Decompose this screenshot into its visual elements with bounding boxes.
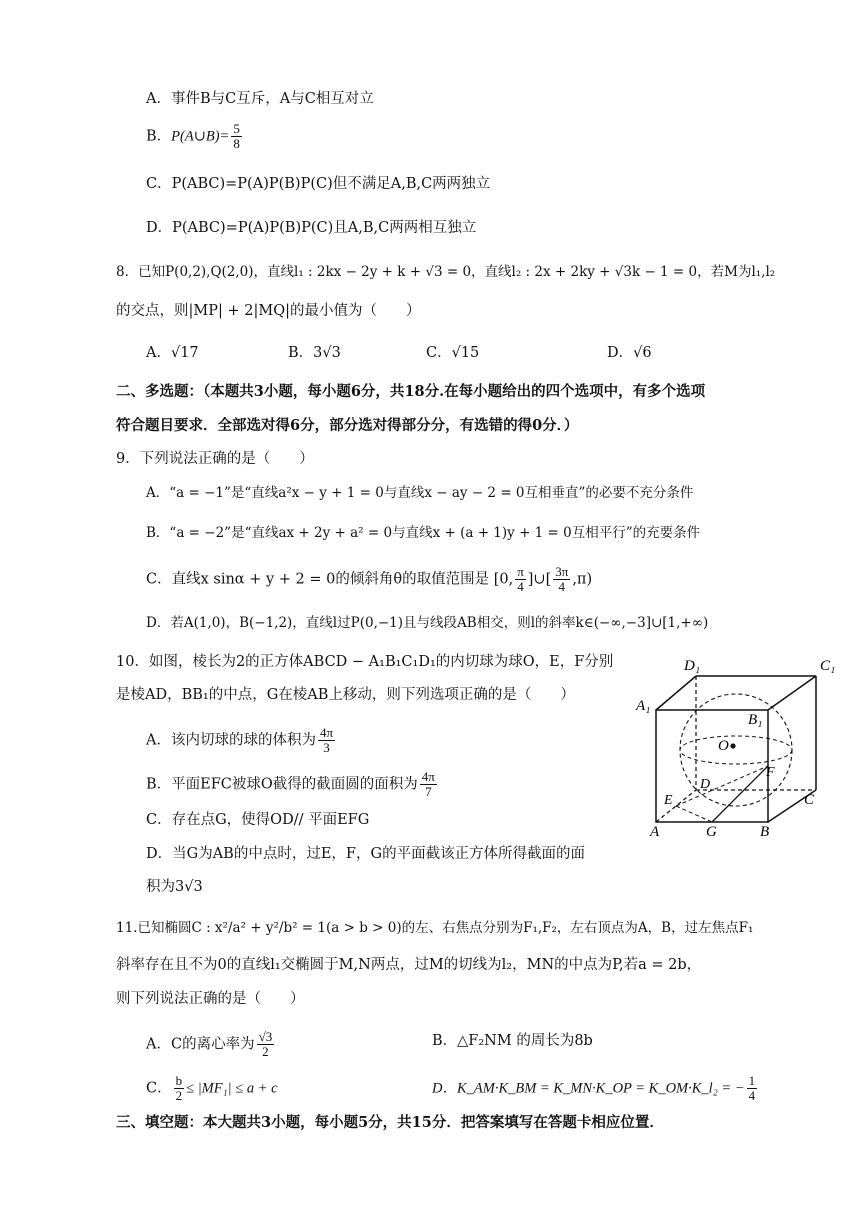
q11-stem-line1: 11.已知椭圆C : x²/a² + y²/b² = 1(a > b > 0)的左、右焦点分别为F₁,F₂，左右顶点为A，B，过左焦点F₁ xyxy=(116,920,754,936)
q10-option-a-fraction xyxy=(318,726,335,755)
q7-option-b-fraction xyxy=(231,122,242,151)
fraction-numerator: b xyxy=(175,1073,183,1088)
q11-option-a-fraction xyxy=(257,1030,275,1059)
q9-range1-fraction xyxy=(515,565,526,594)
section2-heading-line1: 二、多选题：（本题共3小题，每小题6分，共18分.在每小题给出的四个选项中，有多个选项 xyxy=(116,383,706,400)
fraction-numerator: π xyxy=(517,564,524,579)
q8-option-d: D．√6 xyxy=(607,345,652,361)
label-o: O xyxy=(718,738,729,754)
label-a1: A₁ xyxy=(636,698,651,714)
fraction-numerator: 4π xyxy=(421,769,435,784)
edge-b1c1 xyxy=(768,676,816,710)
q9-option-b: B．“a = −2”是“直线ax + 2y + a² = 0与直线x + (a + 1)y + 1 = 0互相平行”的充要条件 xyxy=(146,525,701,541)
fraction-denominator: 4 xyxy=(517,579,524,594)
fraction-numerator: 4π xyxy=(319,725,334,740)
sphere-equator xyxy=(680,736,792,764)
label-f: F xyxy=(766,765,775,780)
q7-option-b-expr: P(A∪B)= xyxy=(171,128,230,145)
q10-option-a xyxy=(146,726,337,755)
fraction-numerator: 3π xyxy=(555,564,569,579)
q10-option-b xyxy=(146,770,439,799)
q11-option-c-prefix: C． xyxy=(146,1080,172,1097)
inscribed-sphere xyxy=(680,694,792,806)
label-d: D xyxy=(700,777,711,792)
q10-option-b-prefix: B．平面EFC被球O截得的截面圆的面积为 xyxy=(146,776,418,793)
q7-option-b xyxy=(146,122,244,151)
label-b1: B₁ xyxy=(748,712,763,728)
q10-option-a-prefix: A．该内切球的球的体积为 xyxy=(146,732,316,749)
q9-option-a: A．“a = −1”是“直线a²x − y + 1 = 0与直线x − ay − 2 = 0互相垂直”的必要不充分条件 xyxy=(146,485,694,501)
q11-option-d xyxy=(432,1074,759,1103)
label-c: C xyxy=(804,792,815,808)
q11-option-d-prefix: D．K_AM·K_BM = K_MN·K_OP = K_OM·K_l₂ = − xyxy=(432,1080,745,1097)
section2-heading-line2: 符合题目要求．全部选对得6分，部分选对得部分分，有选错的得0分．） xyxy=(116,417,579,434)
cube-figure xyxy=(632,650,836,840)
label-g: G xyxy=(706,824,717,840)
q10-option-b-fraction xyxy=(420,770,437,799)
q10-option-d-line1: D．当G为AB的中点时，过E，F，G的平面截该正方体所得截面的面 xyxy=(146,846,586,862)
q9-option-c xyxy=(146,565,592,594)
fraction-denominator: 4 xyxy=(748,1088,756,1103)
q9-range2-close: ,π) xyxy=(572,571,593,588)
fraction-numerator: √3 xyxy=(258,1029,273,1044)
q8-option-c: C．√15 xyxy=(426,345,480,361)
q11-stem-line2: 斜率存在且不为0的直线l₁交椭圆于M,N两点，过M的切线为l₂，MN的中点为P,若a = 2b， xyxy=(116,957,702,973)
q11-option-c xyxy=(146,1074,278,1103)
fraction-denominator: 2 xyxy=(175,1088,183,1103)
label-d1: D₁ xyxy=(684,658,701,674)
q8-option-b: B．3√3 xyxy=(288,345,341,361)
label-b: B xyxy=(760,824,770,840)
fraction-denominator: 3 xyxy=(323,740,330,755)
q7-option-d: D．P(ABC)=P(A)P(B)P(C)且A,B,C两两相互独立 xyxy=(146,220,477,236)
label-e: E xyxy=(664,793,673,808)
fraction-denominator: 8 xyxy=(233,136,240,151)
line-ef xyxy=(676,766,768,806)
q7-option-a: A．事件B与C互斥，A与C相互对立 xyxy=(146,91,374,107)
q9-stem: 9．下列说法正确的是（ ） xyxy=(116,451,314,467)
q8-option-a: A．√17 xyxy=(146,345,199,361)
q11-option-b: B．△F₂NM 的周长为8b xyxy=(432,1033,593,1049)
q8-stem-line1: 8．已知P(0,2),Q(2,0)，直线l₁ : 2kx − 2y + k + √3 = 0，直线l₂ : 2x + 2ky + √3k − 1 = 0，若M为l₁,l₂ xyxy=(116,264,776,280)
q10-stem-line2: 是棱AD，BB₁的中点，G在棱AB上移动，则下列选项正确的是（ ） xyxy=(116,687,575,703)
q9-option-d: D．若A(1,0)，B(−1,2)，直线l过P(0,−1)且与线段AB相交，则l的斜率k∈(−∞,−3]∪[1,+∞) xyxy=(146,615,709,631)
fraction-denominator: 2 xyxy=(262,1044,269,1059)
edge-a1d1 xyxy=(656,676,696,710)
fraction-denominator: 7 xyxy=(425,784,432,799)
q7-option-b-prefix: B． xyxy=(146,128,172,145)
q9-option-c-text: C．直线x sinα + y + 2 = 0的倾斜角θ的取值范围是 xyxy=(146,571,490,588)
fraction-numerator: 5 xyxy=(233,121,240,136)
q11-option-a xyxy=(146,1030,276,1059)
q9-union: ]∪[ xyxy=(527,571,552,588)
q10-option-c: C．存在点G，使得OD// 平面EFG xyxy=(146,812,370,828)
q11-option-a-prefix: A．C的离心率为 xyxy=(146,1036,255,1053)
q11-stem-line3: 则下列说法正确的是（ ） xyxy=(116,991,305,1007)
q9-range2-fraction xyxy=(553,565,570,594)
q11-option-d-fraction xyxy=(747,1074,758,1103)
label-c1: C₁ xyxy=(820,658,836,674)
q10-option-d-line2: 积为3√3 xyxy=(146,879,203,895)
section3-heading: 三、填空题：本大题共3小题，每小题5分，共15分．把答案填写在答题卡相应位置． xyxy=(116,1114,664,1131)
label-a: A xyxy=(650,824,660,840)
q11-option-c-fraction xyxy=(174,1074,185,1103)
fraction-denominator: 4 xyxy=(558,579,566,594)
q7-option-c: C．P(ABC)=P(A)P(B)P(C)但不满足A,B,C两两独立 xyxy=(146,176,491,192)
center-point xyxy=(730,743,735,748)
q10-stem-line1: 10．如图，棱长为2的正方体ABCD − A₁B₁C₁D₁的内切球为球O，E，F分别 xyxy=(116,654,614,670)
line-eg xyxy=(676,806,712,822)
q9-range1-open: [0, xyxy=(493,571,514,588)
line-gf xyxy=(712,766,768,822)
q8-stem-line2: 的交点，则|MP| + 2|MQ|的最小值为（ ） xyxy=(116,303,421,319)
fraction-numerator: 1 xyxy=(748,1073,756,1088)
q11-option-c-rest: ≤ |MF₁| ≤ a + c xyxy=(186,1080,278,1097)
